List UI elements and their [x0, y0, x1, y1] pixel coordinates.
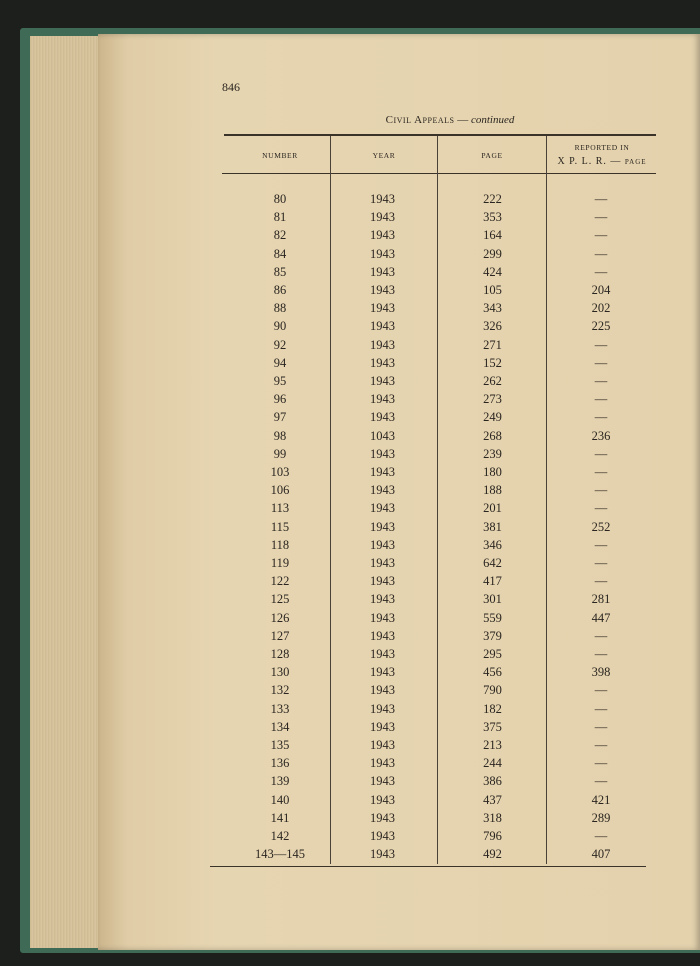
page-number: 846	[222, 80, 240, 94]
cell-page: 239	[483, 446, 502, 461]
cell-number: 94	[273, 355, 287, 370]
table-row	[0, 374, 700, 392]
cell-reported: —	[594, 574, 608, 589]
cell-year: 1043	[370, 428, 395, 443]
cell-number: 106	[270, 483, 290, 498]
table-row	[0, 447, 700, 465]
table-row	[0, 592, 700, 610]
cell-year: 1943	[370, 228, 395, 243]
cell-page: 379	[483, 628, 502, 643]
cell-reported: 289	[591, 810, 611, 825]
cell-number: 119	[270, 556, 290, 570]
cell-year: 1943	[370, 665, 395, 680]
cell-page: 346	[483, 537, 502, 552]
cell-number: 98	[273, 428, 287, 443]
cell-page: 164	[483, 228, 502, 243]
cell-number: 92	[273, 337, 287, 352]
table-row	[0, 483, 700, 501]
cell-page: 318	[483, 810, 502, 825]
running-head-title: Civil Appeals	[385, 114, 455, 126]
cell-page: 559	[483, 610, 502, 625]
cell-number: 90	[273, 319, 287, 334]
cell-number: 118	[270, 537, 290, 552]
cell-number: 127	[270, 628, 290, 643]
cell-page: 182	[483, 701, 502, 716]
cell-page: 375	[483, 719, 502, 734]
cell-page: 262	[483, 374, 502, 388]
table-row	[0, 720, 700, 738]
table-row	[0, 247, 700, 265]
cell-page: 437	[483, 792, 502, 807]
table-row	[0, 192, 700, 210]
cell-reported: 202	[591, 301, 611, 316]
cell-number: 85	[273, 264, 287, 279]
table-row	[0, 556, 700, 574]
table-row	[0, 520, 700, 538]
table-row	[0, 683, 700, 701]
column-header-reported-page: PAGE	[624, 158, 647, 166]
cell-reported: —	[594, 647, 608, 661]
cell-page: 295	[483, 647, 502, 661]
cell-reported: —	[594, 192, 608, 206]
cell-page: 180	[483, 465, 502, 479]
column-header-number: NUMBER	[262, 150, 298, 160]
running-head-dash: —	[457, 114, 469, 126]
cell-year: 1943	[370, 610, 395, 625]
table-row	[0, 392, 700, 410]
cell-year: 1943	[370, 410, 395, 425]
table-row	[0, 793, 700, 811]
table-row	[0, 228, 700, 246]
table-row	[0, 265, 700, 283]
cell-number: 126	[270, 610, 290, 625]
cell-reported: —	[594, 210, 608, 225]
cell-year: 1943	[370, 756, 395, 771]
cell-page: 796	[483, 829, 502, 843]
cell-page: 424	[483, 264, 502, 279]
cell-number: 115	[270, 519, 290, 534]
table-row	[0, 210, 700, 228]
cell-page: 271	[483, 337, 502, 352]
cell-number: 88	[273, 301, 287, 316]
cell-number: 103	[270, 465, 290, 479]
table-row	[0, 665, 700, 683]
table-row	[0, 574, 700, 592]
cell-year: 1943	[370, 519, 395, 534]
table-row	[0, 774, 700, 792]
cell-reported: —	[594, 374, 608, 388]
cell-year: 1943	[370, 574, 395, 589]
table-row	[0, 538, 700, 556]
cell-year: 1943	[370, 501, 395, 516]
cell-year: 1943	[370, 192, 395, 206]
cell-year: 1943	[370, 374, 395, 388]
table-row	[0, 356, 700, 374]
cell-number: 113	[270, 501, 290, 516]
cell-reported: —	[594, 738, 608, 752]
cell-year: 1943	[370, 647, 395, 661]
cell-page: 456	[483, 665, 502, 680]
cell-number: 130	[270, 665, 290, 680]
cell-year: 1943	[370, 210, 395, 225]
cell-year: 1943	[370, 392, 395, 407]
column-header-year: YEAR	[372, 150, 396, 160]
table-row	[0, 738, 700, 756]
cell-year: 1943	[370, 264, 395, 279]
cell-number: 136	[270, 756, 290, 771]
cell-reported: —	[594, 556, 608, 570]
cell-year: 1943	[370, 483, 395, 498]
cell-reported: 281	[591, 592, 611, 607]
cell-number: 141	[270, 810, 290, 825]
cell-number: 135	[270, 738, 290, 752]
column-header-reported-series: X P. L. R. —	[557, 156, 622, 167]
cell-page: 249	[483, 410, 502, 425]
table-row	[0, 410, 700, 428]
cell-page: 299	[483, 246, 502, 261]
cell-reported: —	[594, 483, 608, 498]
cell-number: 132	[270, 683, 290, 698]
table-row	[0, 629, 700, 647]
cell-year: 1943	[370, 719, 395, 734]
cell-reported: —	[594, 264, 608, 279]
cell-year: 1943	[370, 446, 395, 461]
cell-page: 642	[483, 556, 502, 570]
cell-year: 1943	[370, 829, 395, 843]
cell-page: 152	[483, 355, 502, 370]
cell-number: 134	[270, 719, 290, 734]
cell-year: 1943	[370, 337, 395, 352]
cell-number: 133	[270, 701, 290, 716]
cell-page: 417	[483, 574, 502, 589]
cell-year: 1943	[370, 319, 395, 334]
cell-reported: 421	[591, 792, 611, 807]
table-row	[0, 611, 700, 629]
cell-reported: 204	[591, 283, 611, 297]
cell-reported: —	[594, 410, 608, 425]
cell-page: 381	[483, 519, 502, 534]
cell-year: 1943	[370, 683, 395, 698]
cell-reported: —	[594, 628, 608, 643]
table-row	[0, 301, 700, 319]
cell-number: 125	[270, 592, 290, 607]
cell-number: 84	[273, 246, 287, 261]
cell-page: 222	[483, 192, 502, 206]
cell-reported: —	[594, 701, 608, 716]
cell-number: 86	[273, 283, 287, 297]
table-row	[0, 811, 700, 829]
cell-page: 268	[483, 428, 502, 443]
cell-reported: —	[594, 246, 608, 261]
cell-year: 1943	[370, 556, 395, 570]
cell-reported: —	[594, 337, 608, 352]
cell-page: 188	[483, 483, 502, 498]
cell-year: 1943	[370, 592, 395, 607]
cell-page: 790	[483, 683, 502, 698]
table-row	[0, 465, 700, 483]
table-row	[0, 501, 700, 519]
cell-year: 1943	[370, 301, 395, 316]
cell-page: 201	[483, 501, 502, 516]
table-row	[0, 647, 700, 665]
cell-year: 1943	[370, 774, 395, 789]
cell-number: 139	[270, 774, 290, 789]
column-header-page: PAGE	[481, 150, 503, 160]
table-row	[0, 829, 700, 847]
cell-page: 492	[483, 847, 502, 862]
cell-reported: —	[594, 774, 608, 789]
cell-year: 1943	[370, 246, 395, 261]
cell-year: 1943	[370, 355, 395, 370]
table-row	[0, 847, 700, 865]
cell-year: 1943	[370, 792, 395, 807]
table-row	[0, 338, 700, 356]
cell-number: 82	[273, 228, 287, 243]
cell-page: 244	[483, 756, 502, 771]
cell-reported: 447	[591, 610, 611, 625]
cell-year: 1943	[370, 465, 395, 479]
table-row	[0, 756, 700, 774]
cell-number: 128	[270, 647, 290, 661]
cell-year: 1943	[370, 537, 395, 552]
cell-reported: —	[594, 228, 608, 243]
cell-page: 326	[483, 319, 502, 334]
cell-reported: —	[594, 392, 608, 407]
cell-reported: —	[594, 465, 608, 479]
cell-page: 301	[483, 592, 502, 607]
table-row	[0, 429, 700, 447]
cell-number: 140	[270, 792, 290, 807]
cell-number: 142	[270, 829, 290, 843]
table-row	[0, 702, 700, 720]
cell-year: 1943	[370, 810, 395, 825]
cell-reported: 398	[591, 665, 611, 680]
cell-number: 122	[270, 574, 290, 589]
cell-year: 1943	[370, 628, 395, 643]
cell-reported: —	[594, 683, 608, 698]
cell-page: 386	[483, 774, 502, 789]
cell-reported: 252	[591, 519, 611, 534]
cell-number: 95	[273, 374, 287, 388]
cell-reported: —	[594, 446, 608, 461]
cell-number: 81	[273, 210, 287, 225]
table-row	[0, 319, 700, 337]
cell-reported: —	[594, 829, 608, 843]
cell-page: 105	[483, 283, 502, 297]
cell-reported: 225	[591, 319, 611, 334]
table-row	[0, 283, 700, 301]
cell-page: 213	[483, 738, 502, 752]
table-bottom-rule	[210, 866, 646, 867]
cell-number: 99	[273, 446, 287, 461]
cell-year: 1943	[370, 738, 395, 752]
cell-number: 80	[273, 192, 287, 206]
cell-reported: 236	[591, 428, 611, 443]
column-header-reported-line1: REPORTED IN	[574, 143, 630, 152]
cell-reported: —	[594, 501, 608, 516]
cell-reported: —	[594, 537, 608, 552]
cell-number: 143—145	[255, 847, 305, 862]
cell-reported: —	[594, 756, 608, 771]
cell-reported: —	[594, 355, 608, 370]
cell-page: 353	[483, 210, 502, 225]
cell-year: 1943	[370, 701, 395, 716]
cell-page: 273	[483, 392, 502, 407]
cell-year: 1943	[370, 283, 395, 297]
cell-reported: 407	[591, 847, 611, 862]
cell-number: 97	[273, 410, 287, 425]
cell-year: 1943	[370, 847, 395, 862]
cell-number: 96	[273, 392, 287, 407]
running-head-continued: continued	[470, 114, 515, 126]
cell-reported: —	[594, 719, 608, 734]
cell-page: 343	[483, 301, 502, 316]
